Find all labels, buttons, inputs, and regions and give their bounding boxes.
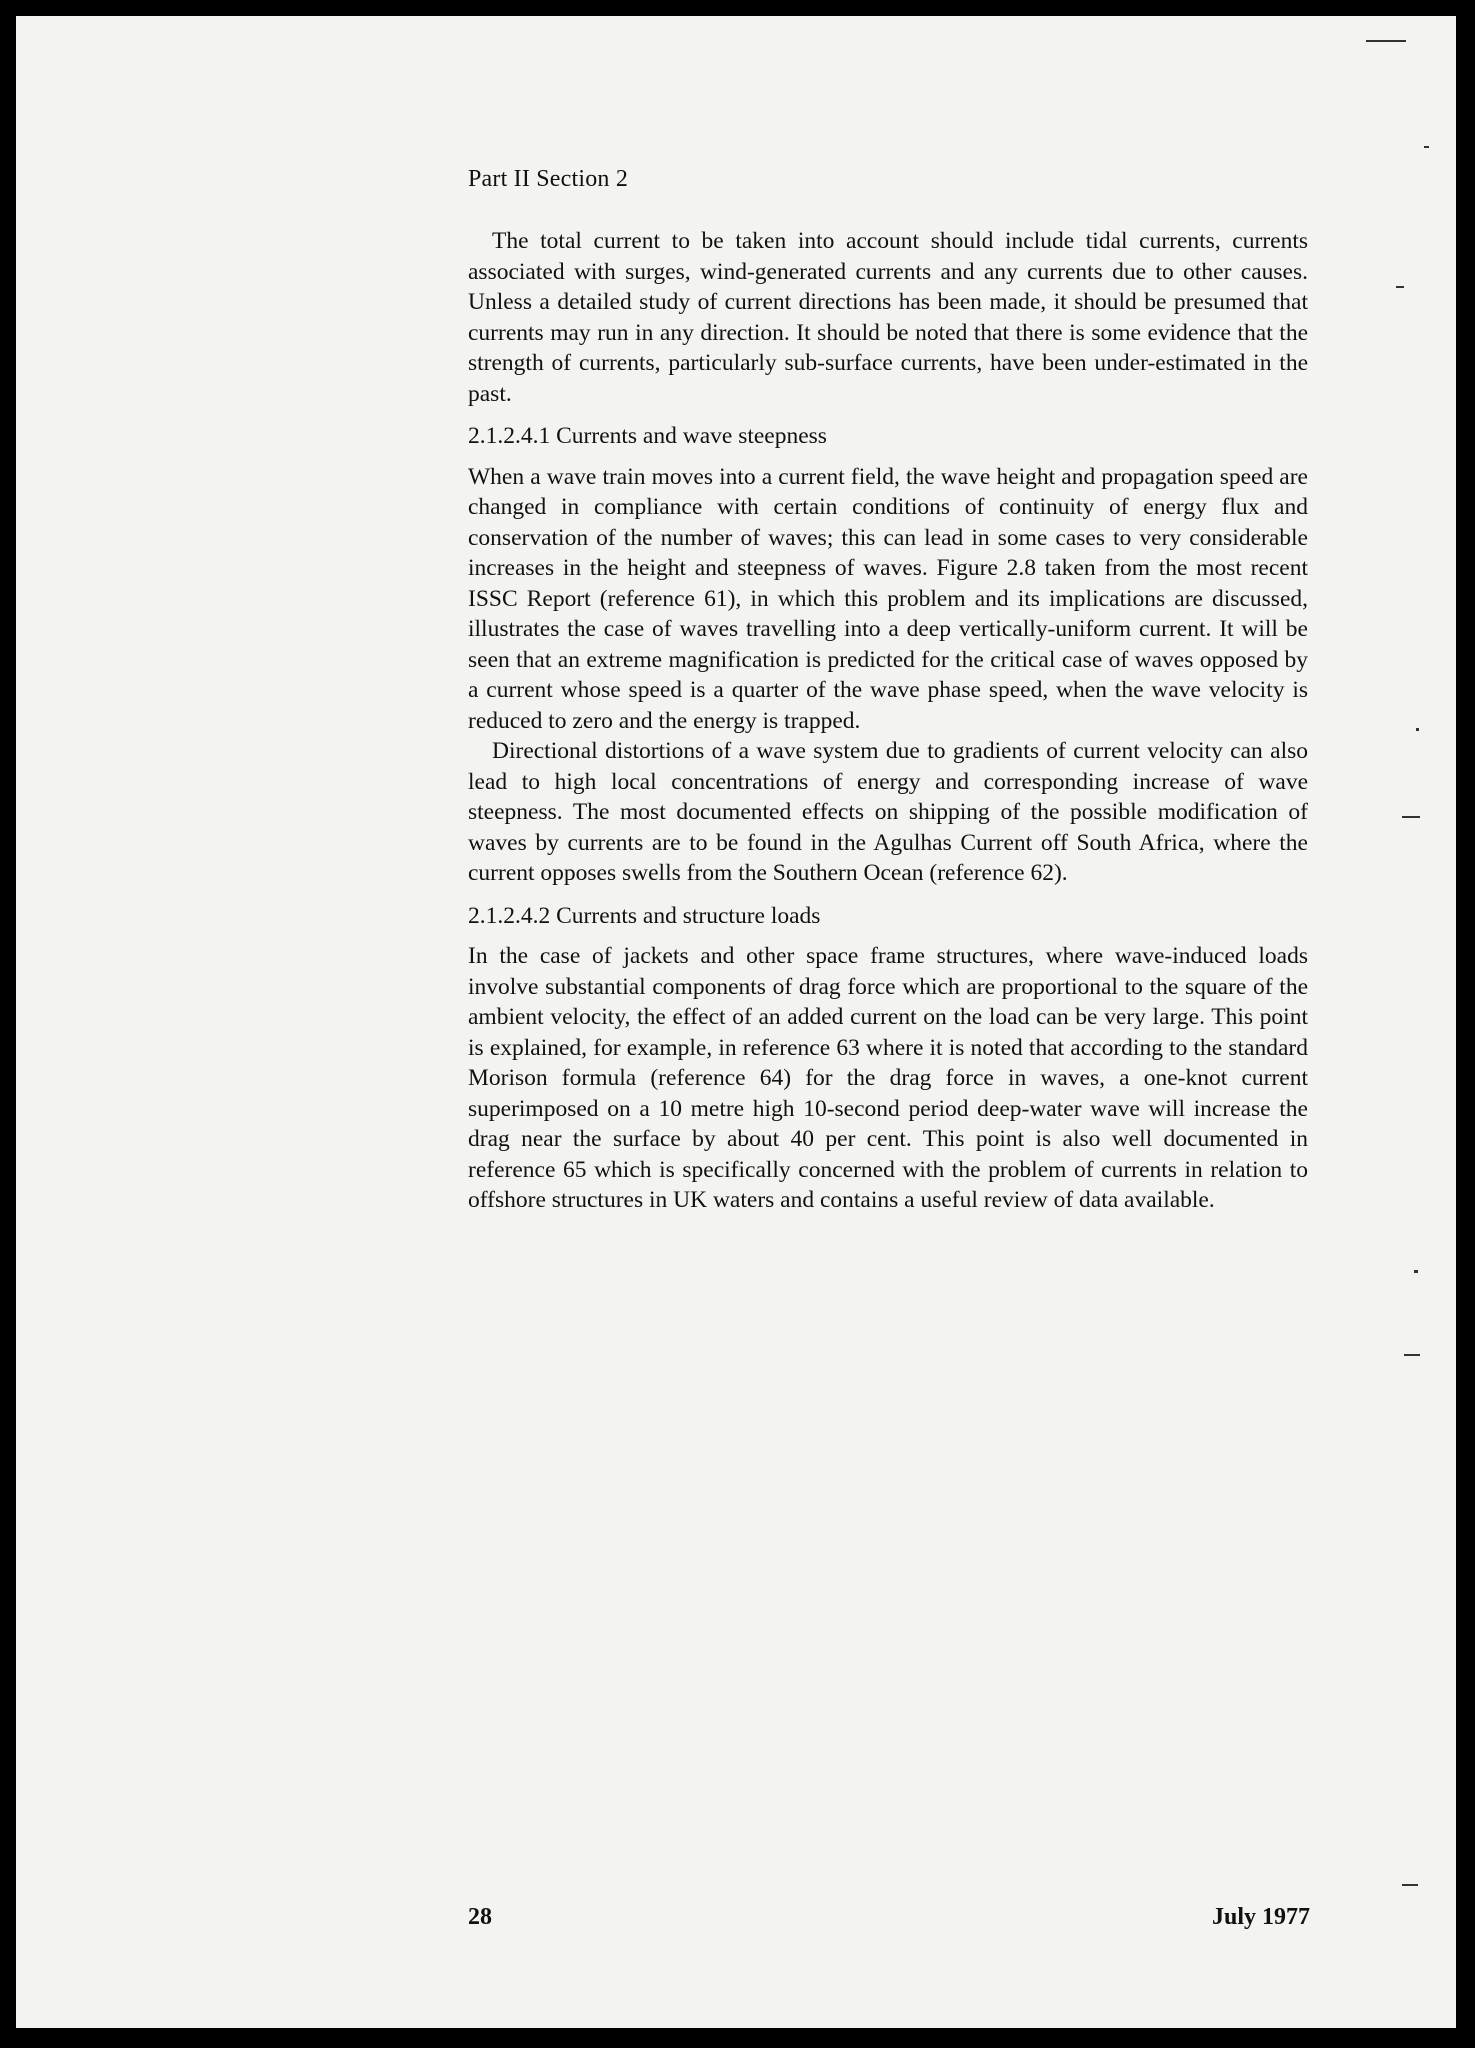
heading-currents-structure-loads: 2.1.2.4.2 Currents and structure loads (468, 902, 821, 929)
scan-speck (1404, 1354, 1420, 1356)
section-header: Part II Section 2 (468, 166, 629, 192)
heading-currents-wave-steepness: 2.1.2.4.1 Currents and wave steepness (468, 423, 827, 449)
document-page (16, 16, 1456, 2028)
paragraph-structure-loads: In the case of jackets and other space frame structures, where wave-induced loads involve substantial components of drag force which are proportional to the square of the ambient velocity, the effect of an added current on the load can be very large. This point is explained, for example, in reference 63 where it is noted that according to the standard Morison formula (reference 64) for the drag force in waves, a one-knot current superimposed on a 10 metre high 10-second period deep-water wave will increase the drag near the surface by about 40 per cent. This point is also well documented in reference 65 which is specifically concerned with the problem of currents in relation to offshore structures in UK waters and contains a useful review of data available. (468, 943, 1308, 1213)
scan-speck (1366, 40, 1406, 42)
scan-speck (1416, 728, 1419, 731)
scan-speck (1414, 1270, 1418, 1273)
scan-speck (1402, 1884, 1418, 1886)
paragraph-wave-steepness-2: Directional distortions of a wave system due to gradients of current velocity can also lead to high local concentrations of energy and corresponding increase of wave steepness. The most documented effects on shipping of the possible modification of waves by currents are to be found in the Agulhas Current off South Africa, where the current opposes swells from the Southern Ocean (reference 62). (468, 738, 1308, 886)
paragraph-intro: The total current to be taken into account should include tidal currents, currents associated with surges, wind-generated currents and any currents due to other causes. Unless a detailed study of current directions has been made, it should be presumed that currents may run in any direction. It should be noted that there is some evidence that the strength of currents, particularly sub-surface currents, have been under-estimated in the past. (468, 228, 1308, 407)
publication-date: July 1977 (1212, 1904, 1311, 1930)
paragraph-wave-steepness-1: When a wave train moves into a current field, the wave height and propagation speed are changed in compliance with certain conditions of continuity of energy flux and conservation of the number of waves; this can lead in some cases to very considerable increases in the height and steepness of waves. Figure 2.8 taken from the most recent ISSC Report (reference 61), in which this problem and its implications are discussed, illustrates the case of waves travelling into a deep vertically-uniform current. It will be seen that an extreme magnification is predicted for the critical case of waves opposed by a current whose speed is a quarter of the wave phase speed, when the wave velocity is reduced to zero and the energy is trapped. (468, 463, 1308, 734)
scan-speck (1396, 286, 1404, 288)
scan-speck (1424, 146, 1429, 148)
page-number: 28 (468, 1904, 492, 1930)
scan-speck (1402, 816, 1420, 818)
body-text (468, 226, 1308, 1216)
